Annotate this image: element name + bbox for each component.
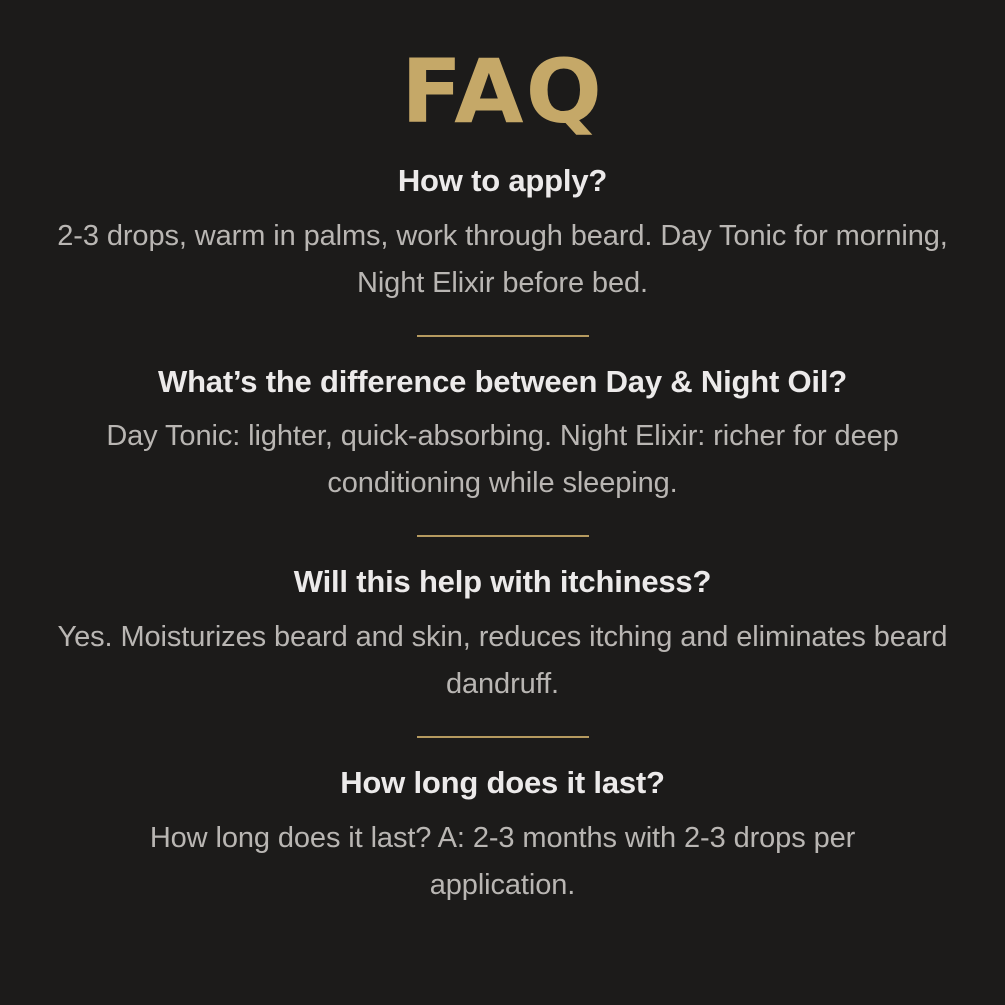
faq-question: How long does it last?	[340, 765, 665, 801]
faq-answer: How long does it last? A: 2-3 months with 2-3 drops per application.	[149, 821, 856, 901]
faq-answer: Day Tonic: lighter, quick-absorbing. Night Elixir: richer for deep conditioning while sleeping.	[106, 420, 899, 500]
faq-divider	[417, 736, 589, 738]
faq-question: Will this help with itchiness?	[293, 564, 712, 600]
faq-item	[52, 162, 953, 307]
faq-item	[52, 363, 953, 508]
faq-item	[52, 764, 953, 909]
faq-question: How to apply?	[397, 163, 608, 198]
faq-answer: Yes. Moisturizes beard and skin, reduces itching and eliminates beard dandruff.	[57, 621, 948, 701]
faq-item	[52, 563, 953, 708]
faq-divider	[417, 535, 589, 537]
page-title: FAQ	[401, 40, 604, 143]
faq-list	[52, 162, 953, 909]
faq-answer: 2-3 drops, warm in palms, work through beard. Day Tonic for morning, Night Elixir before bed.	[57, 219, 948, 299]
faq-divider	[417, 335, 589, 337]
faq-question: What’s the difference between Day & Night Oil?	[158, 363, 847, 399]
